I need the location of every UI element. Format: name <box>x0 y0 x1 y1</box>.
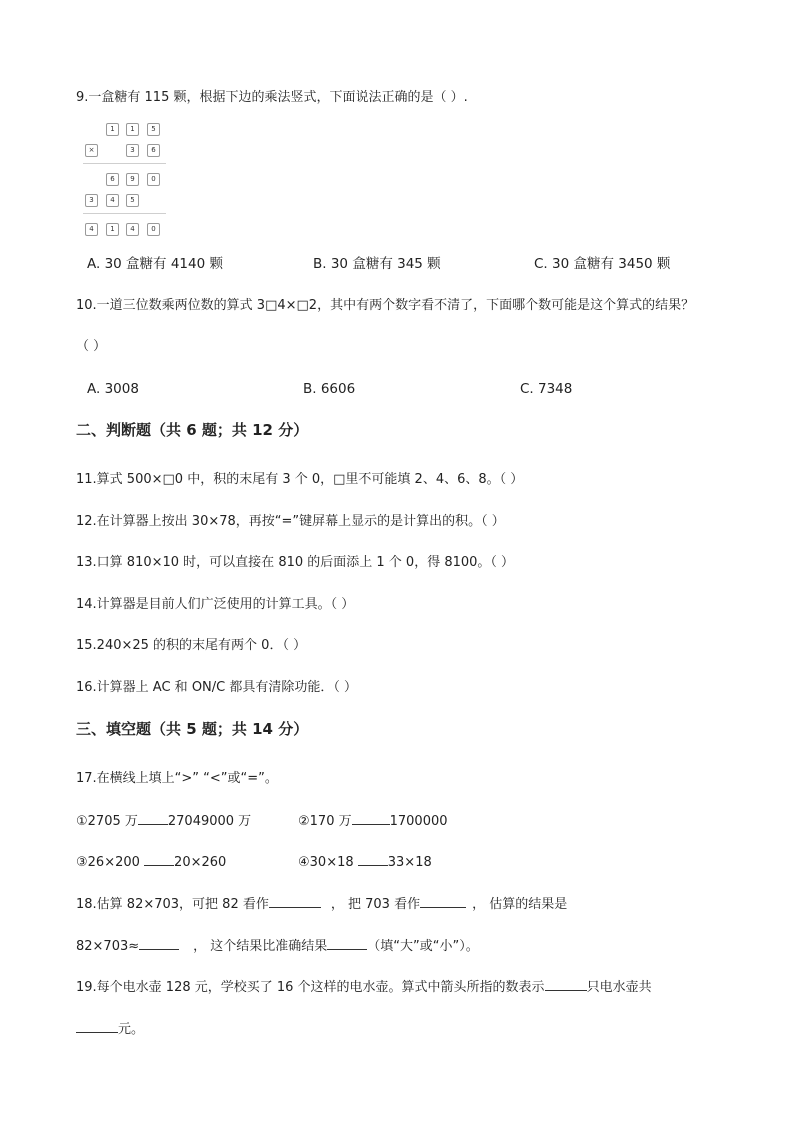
calc-digit: 4 <box>106 194 119 207</box>
calc-digit: 5 <box>126 194 139 207</box>
calc-digit: 4 <box>126 223 139 236</box>
answer-blank[interactable] <box>358 853 388 866</box>
calc-digit: 4 <box>85 223 98 236</box>
q9-option-b[interactable]: B. 30 盒糖有 345 颗 <box>313 256 441 272</box>
calc-rule <box>83 163 166 164</box>
q19-line2 <box>76 1020 144 1039</box>
q10-option-c[interactable]: C. 7348 <box>520 381 573 397</box>
q17-part1-left: ①2705 万 <box>76 814 138 829</box>
q18-line1 <box>76 895 567 914</box>
answer-blank[interactable] <box>138 812 168 825</box>
calc-rule <box>83 213 166 214</box>
q17-stem: 17.在横线上填上“>” “<”或“=”。 <box>76 771 278 786</box>
answer-blank[interactable] <box>420 895 466 908</box>
q18-text: 82×703≈ <box>76 939 140 954</box>
q18-line2 <box>76 937 479 956</box>
answer-blank[interactable] <box>76 1020 118 1033</box>
calc-digit: 6 <box>106 173 119 186</box>
answer-blank[interactable] <box>545 978 587 991</box>
judge-item: 16.计算器上 AC 和 ON/C 都具有清除功能．（ ） <box>76 680 357 695</box>
q10-answer-paren: （ ） <box>76 339 107 354</box>
judge-item: 12.在计算器上按出 30×78，再按“=”键屏幕上显示的是计算出的积。（ ） <box>76 514 505 529</box>
calc-digit: 0 <box>147 223 160 236</box>
q17-part4-left: ④30×18 <box>298 855 358 870</box>
q17-part2-right: 1700000 <box>389 814 448 829</box>
q17-part4 <box>298 853 432 872</box>
q19-line1 <box>76 978 652 997</box>
calc-digit: 1 <box>106 123 119 136</box>
q9-stem: 9.一盒糖有 115 颗，根据下边的乘法竖式，下面说法正确的是（ ）. <box>76 90 468 105</box>
q10-option-b[interactable]: B. 6606 <box>303 381 356 397</box>
section2-heading: 二、判断题（共 6 题；共 12 分） <box>76 421 309 439</box>
q18-text: ， 估算的结果是 <box>472 897 568 912</box>
calc-digit: 1 <box>106 223 119 236</box>
q17-part1-right: 27049000 万 <box>167 814 252 829</box>
q10-stem: 10.一道三位数乘两位数的算式 3□4×□2，其中有两个数字看不清了，下面哪个数可能是这个算式的结果？ <box>76 298 695 313</box>
judge-item: 11.算式 500×□0 中，积的末尾有 3 个 0，□里不可能填 2、4、6、8。（ ） <box>76 472 524 487</box>
answer-blank[interactable] <box>139 937 179 950</box>
q17-part3-left: ③26×200 <box>76 855 145 870</box>
calc-digit: 9 <box>126 173 139 186</box>
judge-item: 14.计算器是目前人们广泛使用的计算工具。（ ） <box>76 597 355 612</box>
q18-text: ， 这个结果比准确结果 <box>193 939 328 954</box>
q9-option-a[interactable]: A. 30 盒糖有 4140 颗 <box>87 256 223 272</box>
answer-blank[interactable] <box>269 895 321 908</box>
q17-part1 <box>76 812 251 831</box>
judge-item: 13.口算 810×10 时，可以直接在 810 的后面添上 1 个 0，得 8100。（ ） <box>76 555 515 570</box>
answer-blank[interactable] <box>144 853 174 866</box>
calc-operator: × <box>85 144 98 157</box>
section3-heading: 三、填空题（共 5 题；共 14 分） <box>76 720 309 738</box>
calc-digit: 5 <box>147 123 160 136</box>
q17-part3-right: 20×260 <box>174 855 227 870</box>
calc-digit: 3 <box>85 194 98 207</box>
q17-part2 <box>298 812 448 831</box>
answer-blank[interactable] <box>327 937 367 950</box>
q17-part2-left: ②170 万 <box>298 814 352 829</box>
calc-digit: 6 <box>147 144 160 157</box>
q18-text: ， 把 703 看作 <box>330 897 421 912</box>
q18-text: （填“大”或“小”）。 <box>367 939 479 954</box>
q18-text: 18.估算 82×703，可把 82 看作 <box>76 897 269 912</box>
judge-item: 15.240×25 的积的末尾有两个 0．（ ） <box>76 638 307 653</box>
calc-digit: 0 <box>147 173 160 186</box>
answer-blank[interactable] <box>352 812 390 825</box>
q19-text: 只电水壶共 <box>586 980 652 995</box>
q19-text: 19.每个电水壶 128 元，学校买了 16 个这样的电水壶。算式中箭头所指的数表示 <box>76 980 545 995</box>
calc-digit: 1 <box>126 123 139 136</box>
q19-text: 元。 <box>118 1022 145 1037</box>
q17-part4-right: 33×18 <box>387 855 432 870</box>
q10-option-a[interactable]: A. 3008 <box>87 381 139 397</box>
q17-part3 <box>76 853 226 872</box>
calc-digit: 3 <box>126 144 139 157</box>
q9-option-c[interactable]: C. 30 盒糖有 3450 颗 <box>534 256 671 272</box>
